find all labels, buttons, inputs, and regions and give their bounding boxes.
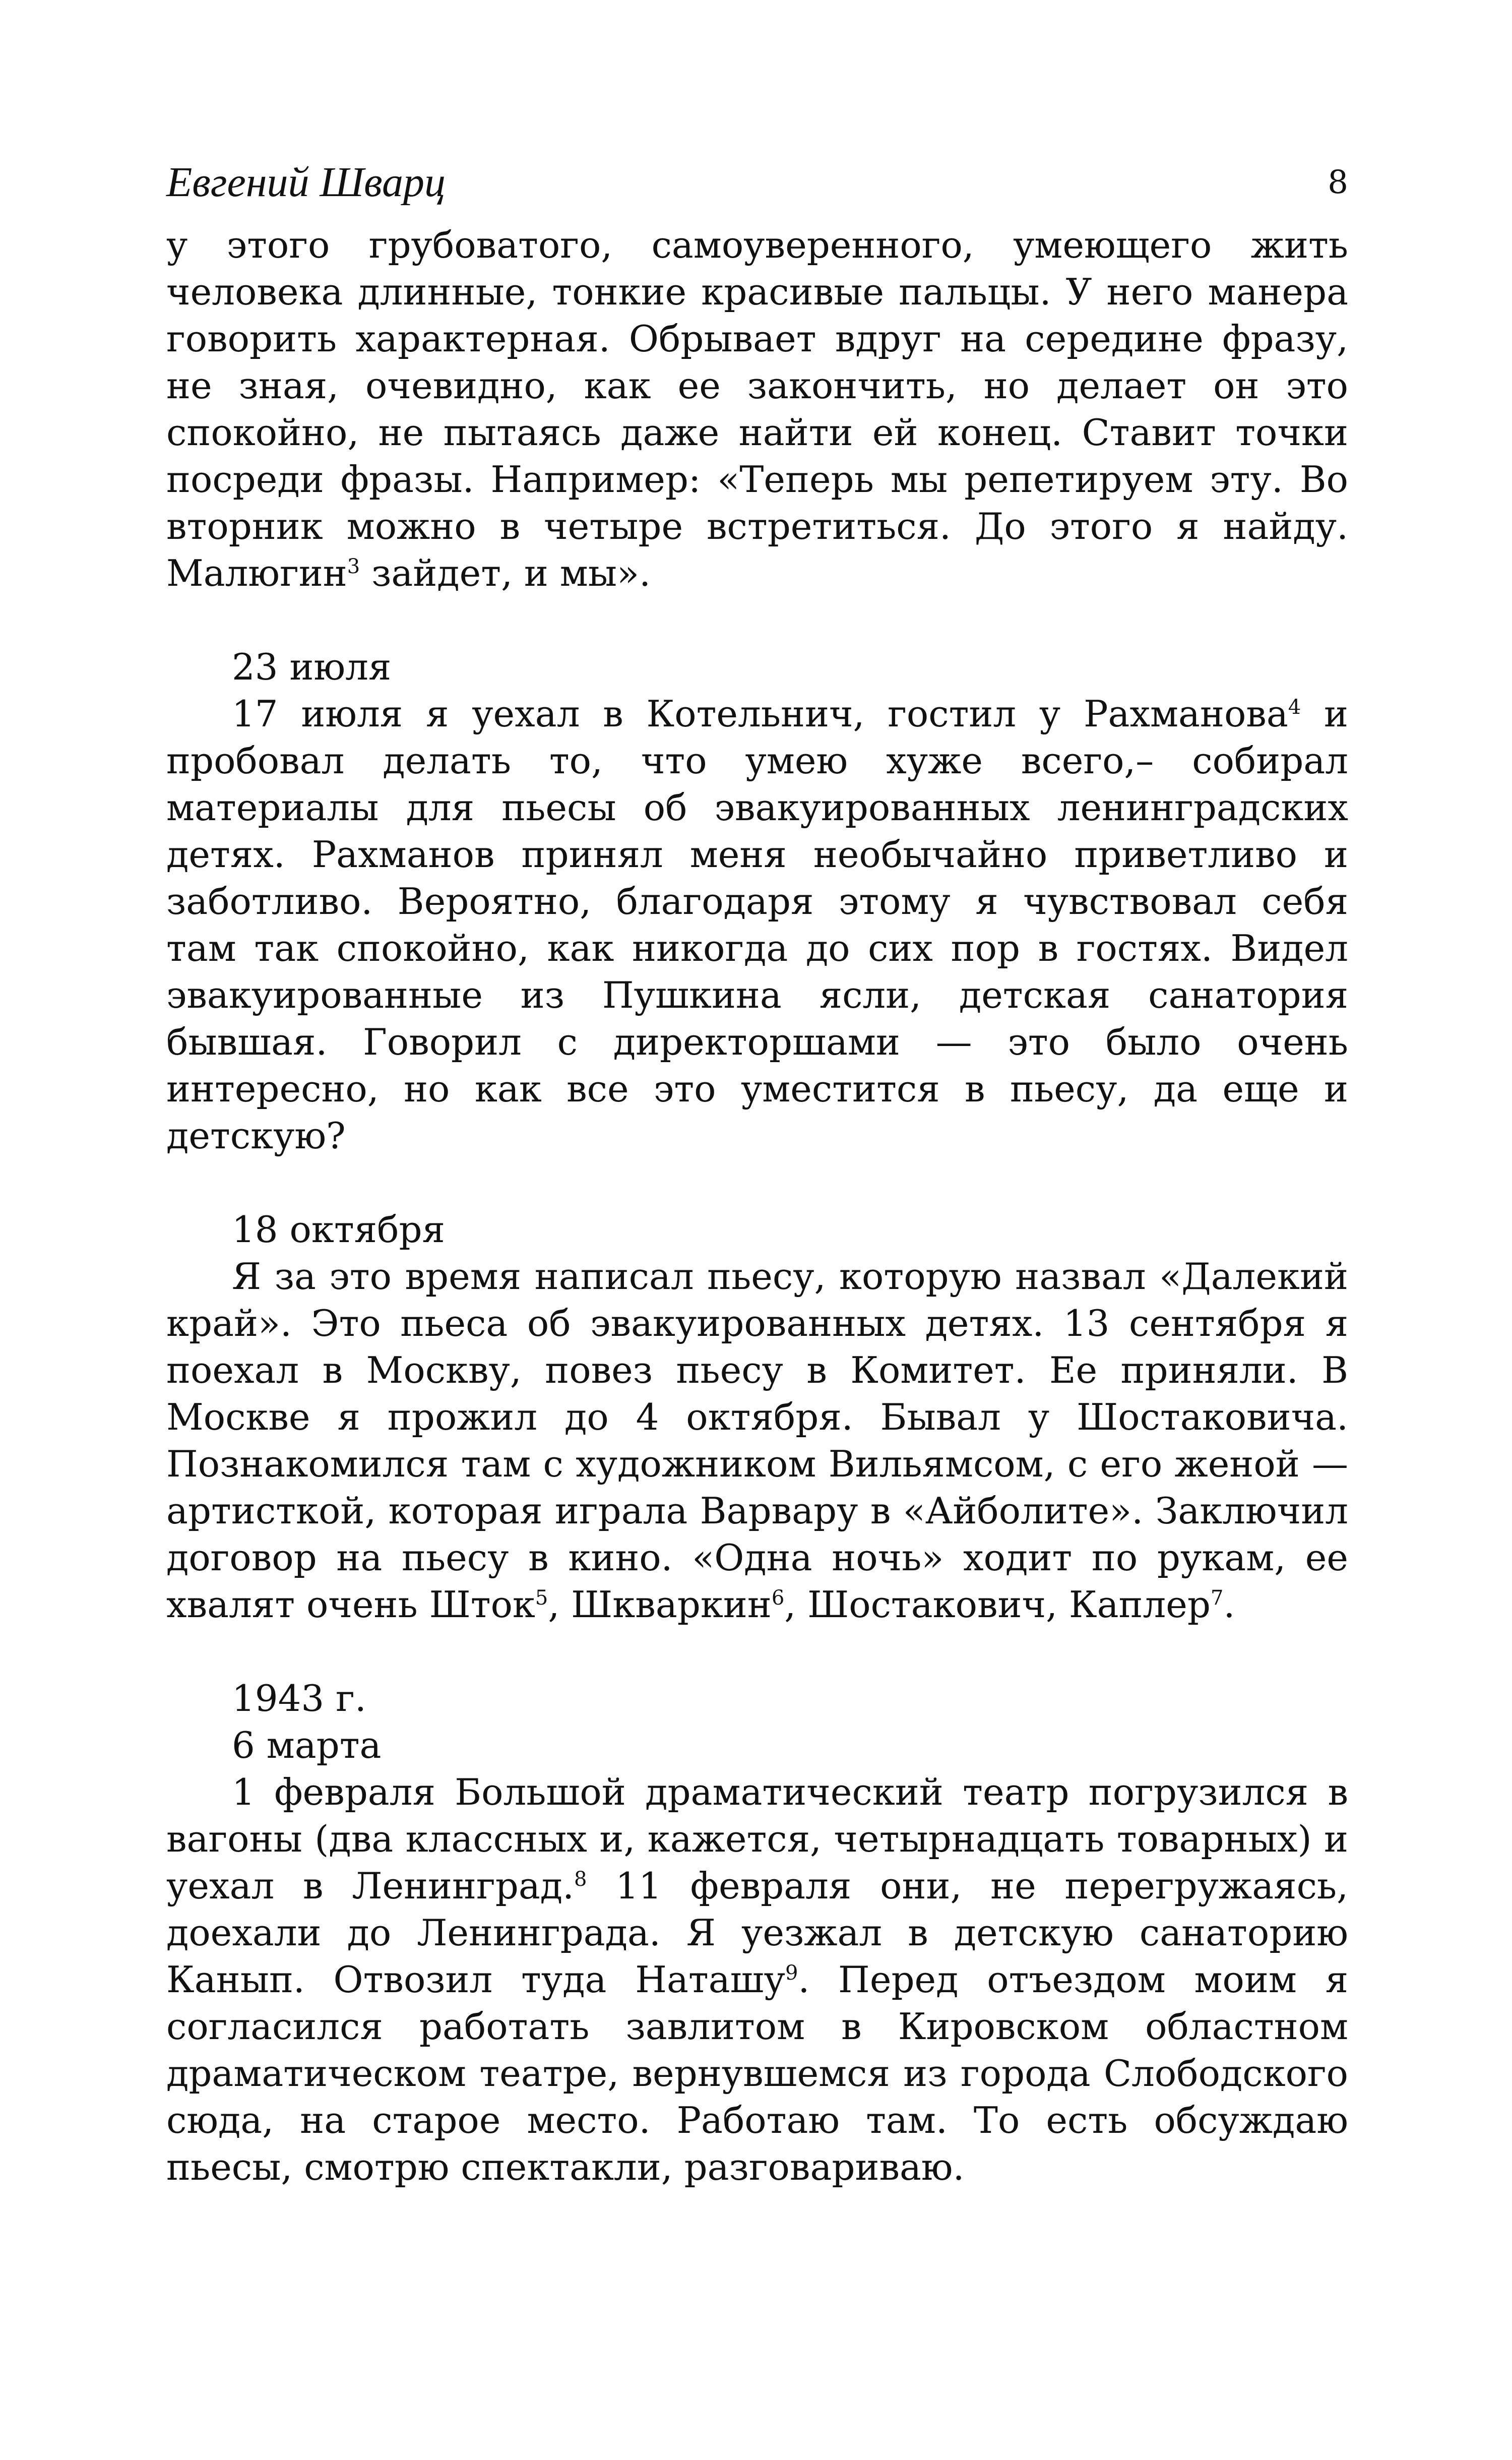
entry-date: 18 октября: [232, 1208, 445, 1251]
running-header: [166, 151, 1348, 222]
diary-entry-oct18: [166, 1206, 1348, 1628]
diary-entry-jul23: [166, 644, 1348, 1159]
footnote-ref-9: 9: [785, 1961, 798, 1985]
footnote-ref-7: 7: [1210, 1586, 1224, 1610]
entry-text: Я за это время написал пьесу, которую назвал «Далекий край». Это пьеса об эвакуированных детях. 13 сентября я поехал в Москву, повез пьесу в Комитет. Ее приняли. В Москве я прожил до 4 октября. Бывал у Шостаковича. Познакомился там с художником Вильямсом, с его женой — артисткой, которая играла Варвару в «Айболите». Заключил договор на пьесу в кино. «Одна ночь» ходит по рукам, ее хвалят очень Шток$^5$, Шкваркин$^6$, Шостакович, Каплер$^7$.: [166, 1255, 1348, 1626]
entry-text: 1 февраля Большой драматический театр погрузился в вагоны (два классных и, кажется, четырнадцать товарных) и уехал в Ленинград.$^8$ 11 февраля они, не перегружаясь, доехали до Ленинграда. Я уезжал в детскую санаторию Канып. Отвозил туда Наташу$^9$. Перед отъездом моим я согласился работать завлитом в Кировском областном драматическом театре, вернувшемся из города Слободского сюда, на старое место. Работаю там. То есть обсуждаю пьесы, смотрю спектакли, разговариваю.: [166, 1771, 1349, 2188]
author-name: Евгений Шварц: [166, 159, 446, 206]
footnote-ref-6: 6: [771, 1586, 785, 1610]
page-body: [166, 222, 1348, 2191]
page-number: 8: [1328, 164, 1348, 201]
entry-date: 6 марта: [232, 1724, 382, 1766]
footnote-ref-5: 5: [535, 1586, 548, 1610]
diary-entry-mar6-1943: [166, 1675, 1348, 2191]
footnote-ref-3: 3: [347, 555, 360, 578]
footnote-ref-4: 4: [1288, 696, 1301, 719]
entry-date: 23 июля: [232, 646, 392, 688]
entry-year: 1943 г.: [232, 1677, 366, 1719]
footnote-ref-8: 8: [574, 1868, 587, 1891]
entry-text: 17 июля я уехал в Котельнич, гостил у Рахманова$^4$ и пробовал делать то, что умею хуже всего,– собирал материалы для пьесы об эвакуированных ленинградских детях. Рахманов принял меня необычайно приветливо и заботливо. Вероятно, благодаря этому я чувствовал себя там так спокойно, как никогда до сих пор в гостях. Видел эвакуированные из Пушкина ясли, детская санатория бывшая. Говорил с директоршами — это было очень интересно, но как все это уместится в пьесу, да еще и детскую?: [166, 693, 1348, 1157]
book-page: [166, 151, 1348, 2191]
intro-paragraph: у этого грубоватого, самоуверенного, умеющего жить человека длинные, тонкие красивые пальцы. У него манера говорить характерная. Обрывает вдруг на середине фразу, не зная, очевидно, как ее закончить, но делает он это спокойно, не пытаясь даже найти ей конец. Ставит точки посреди фразы. Например: «Теперь мы репетируем эту. Во вторник можно в четыре встретиться. До этого я найду. Малюгин$^3$ зайдет, и мы».: [166, 224, 1348, 594]
